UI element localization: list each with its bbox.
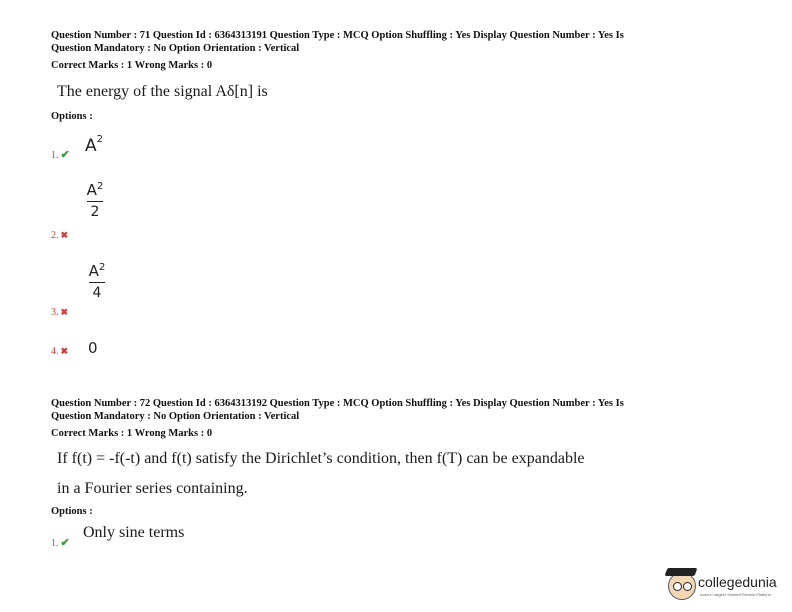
cross-icon: ✖	[60, 307, 69, 317]
q71-option-4-number: 4. ✖	[51, 346, 69, 357]
collegedunia-logo	[668, 570, 783, 606]
logo-tagline: India's Largest Student Review Platform	[700, 592, 772, 597]
q72-question-line2: in a Fourier series containing.	[57, 480, 248, 497]
q72-options-label: Options :	[51, 506, 93, 517]
q72-question-line1: If f(t) = -f(-t) and f(t) satisfy the Dirichlet’s condition, then f(T) can be expandable	[57, 450, 585, 467]
q71-option-3-fraction: $A^2$ 4	[88, 262, 106, 301]
check-icon: ✔	[60, 537, 70, 549]
q72-marks: Correct Marks : 1 Wrong Marks : 0	[51, 428, 213, 439]
q71-meta-line2: Question Mandatory : No Option Orientation : Vertical	[51, 43, 300, 54]
q71-options-label: Options :	[51, 111, 93, 122]
graduation-cap-icon	[665, 568, 698, 576]
q71-marks: Correct Marks : 1 Wrong Marks : 0	[51, 60, 213, 71]
q72-option-1-number: 1. ✔	[51, 537, 70, 549]
q71-meta-line1: Question Number : 71 Question Id : 6364313191 Question Type : MCQ Option Shuffling : Yes Display Question Number : Yes Is	[51, 30, 624, 41]
q71-question-text: The energy of the signal Aδ[n] is	[57, 83, 268, 100]
mascot-icon	[668, 572, 696, 600]
q71-option-1-value: $A^2$	[85, 134, 104, 156]
cross-icon: ✖	[60, 230, 69, 240]
q72-option-1-text: Only sine terms	[83, 524, 185, 541]
q71-option-1-number: 1. ✔	[51, 149, 70, 161]
cross-icon: ✖	[60, 346, 69, 356]
q72-meta-line1: Question Number : 72 Question Id : 6364313192 Question Type : MCQ Option Shuffling : Yes Display Question Number : Yes Is	[51, 398, 624, 409]
q71-option-3-number: 3. ✖	[51, 307, 69, 318]
check-icon: ✔	[60, 149, 70, 161]
q71-option-4-value: 0	[88, 339, 98, 357]
q71-option-2-fraction: $A^2$ 2	[86, 181, 104, 220]
q71-option-2-number: 2. ✖	[51, 230, 69, 241]
q72-meta-line2: Question Mandatory : No Option Orientation : Vertical	[51, 411, 300, 422]
logo-name: collegedunia	[698, 574, 777, 590]
